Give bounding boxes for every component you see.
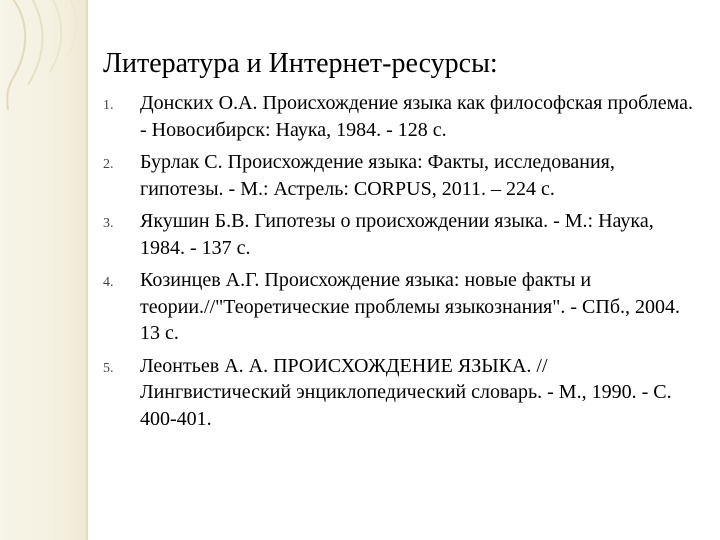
slide-title: Литература и Интернет-ресурсы: [103,48,498,79]
reference-number: 1. [103,98,114,113]
reference-number: 3. [103,216,114,231]
reference-text: Бурлак С. Происхождение языка: Факты, исследования, гипотезы. - М.: Астрель: CORPUS, 2011. – 224 с. [140,151,615,200]
reference-number: 4. [103,275,114,290]
reference-item [103,353,703,433]
reference-item [103,90,703,143]
reference-item [103,149,703,202]
reference-item [103,208,703,261]
reference-text: Козинцев А.Г. Происхождение языка: новые факты и теории.//"Теоретические проблемы языкознания". - СПб., 2004. 13 с. [140,269,680,344]
corner-ornament [0,0,88,120]
reference-number: 5. [103,360,114,376]
reference-text: Леонтьев А. А. ПРОИСХОЖДЕНИЕ ЯЗЫКА. // Лингвистический энциклопедический словарь. - М., 1990. - С. 400-401. [140,354,672,430]
reference-list [103,90,703,438]
reference-item [103,267,703,347]
reference-text: Донских О.А. Происхождение языка как философская проблема. - Новосибирск: Наука, 1984. - 128 с. [140,92,693,141]
reference-text: Якушин Б.В. Гипотезы о происхождении языка. - М.: Наука, 1984. - 137 с. [140,210,654,259]
reference-number: 2. [103,157,114,172]
